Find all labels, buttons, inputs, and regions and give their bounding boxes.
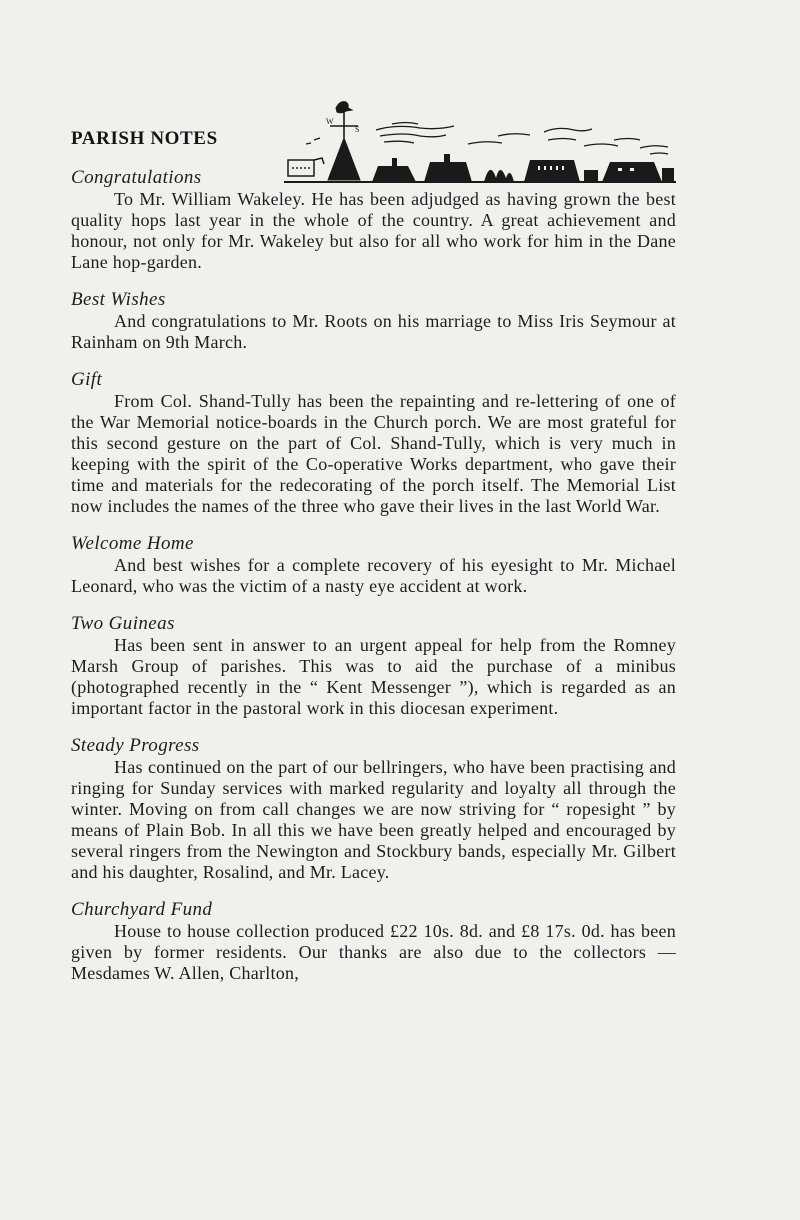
parish-notes-body (71, 167, 676, 1000)
note-welcome-home (71, 533, 676, 597)
note-churchyard-fund (71, 899, 676, 984)
note-text: Has continued on the part of our bellringers, who have been practising and ringing for Sunday services with marked regularity and loyalty all through the winter. Moving on from call changes we are now striving for “ ropesight ” by means of Plain Bob. In all this we have been greatly helped and encouraged by several ringers from the Newington and Stockbury bands, especially Mr. Gilbert and his daughter, Rosalind, and Mr. Lacey. (71, 757, 676, 882)
note-title: Two Guineas (71, 613, 175, 634)
note-gift (71, 369, 676, 517)
page-heading: PARISH NOTES (71, 128, 218, 149)
note-best-wishes (71, 289, 676, 353)
note-steady-progress (71, 735, 676, 883)
weathervane-letter-s: S (355, 125, 360, 134)
note-text: And congratulations to Mr. Roots on his marriage to Miss Iris Seymour at Rainham on 9th March. (71, 311, 676, 352)
note-text: Has been sent in answer to an urgent appeal for help from the Romney Marsh Group of parishes. This was to aid the purchase of a minibus (photographed recently in the “ Kent Messenger ”), which is regarded as an important factor in the pastoral work in this diocesan experiment. (71, 635, 676, 718)
cloud-strokes (306, 123, 668, 155)
note-text: From Col. Shand-Tully has been the repainting and re-lettering of one of the War Memorial notice-boards in the Church porch. We are most grateful for this second gesture on the part of Col. Shand-Tully, which is very much in keeping with the spirit of the Co-operative Works department, who gave their time and materials for the redecorating of the porch itself. The Memorial List now includes the names of the three who gave their lives in the last World War. (71, 391, 676, 516)
note-text: And best wishes for a complete recovery of his eyesight to Mr. Michael Leonard, who was the victim of a nasty eye accident at work. (71, 555, 676, 596)
note-title: Gift (71, 369, 103, 390)
note-title: Churchyard Fund (71, 899, 213, 920)
note-title: Congratulations (71, 167, 202, 188)
note-congratulations (71, 167, 676, 273)
note-text: House to house collection produced £22 10s. 8d. and £8 17s. 0d. has been given by former residents. Our thanks are also due to the collectors — Mesdames W. Allen, Charlton, (71, 921, 676, 983)
note-title: Steady Progress (71, 735, 200, 756)
note-text: To Mr. William Wakeley. He has been adjudged as having grown the best quality hops last year in the whole of the country. A great achievement and honour, not only for Mr. Wakeley but also for all who work for him in the Dane Lane hop-garden. (71, 189, 676, 272)
note-two-guineas (71, 613, 676, 719)
note-title: Welcome Home (71, 533, 194, 554)
note-title: Best Wishes (71, 289, 166, 310)
weathervane-letter-w: W (326, 117, 334, 126)
